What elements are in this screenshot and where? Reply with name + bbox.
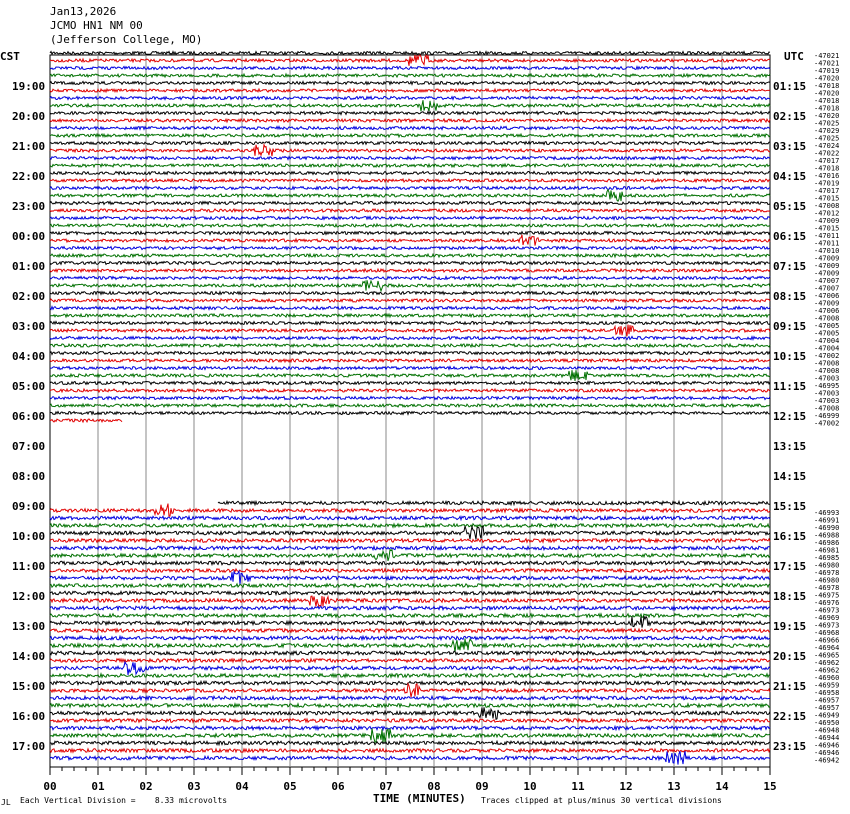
trace-value-label: -46981 bbox=[814, 546, 840, 555]
trace-value-label: -47004 bbox=[814, 344, 840, 353]
x-tick-label: 09 bbox=[475, 780, 489, 793]
trace-line bbox=[50, 639, 770, 653]
trace-value-label: -47017 bbox=[814, 157, 840, 165]
trace-value-label: -46950 bbox=[814, 719, 840, 727]
utc-hour-label: 02:15 bbox=[773, 110, 807, 123]
trace-line bbox=[50, 751, 770, 764]
trace-value-label: -47010 bbox=[814, 247, 840, 255]
x-tick-label: 06 bbox=[331, 780, 345, 793]
cst-hour-label: 06:00 bbox=[12, 410, 46, 423]
trace-value-label: -46964 bbox=[814, 644, 840, 652]
trace-value-label: -46980 bbox=[814, 576, 840, 585]
trace-line bbox=[50, 307, 770, 310]
trace-line bbox=[50, 314, 770, 317]
clip-note: Traces clipped at plus/minus 30 vertical divisions bbox=[481, 796, 722, 805]
trace-value-label: -47011 bbox=[814, 239, 840, 248]
trace-value-label: -46944 bbox=[814, 734, 840, 742]
trace-line bbox=[50, 299, 770, 302]
x-tick-label: 07 bbox=[379, 780, 393, 793]
trace-value-label: -47007 bbox=[814, 277, 840, 285]
trace-line bbox=[50, 292, 770, 295]
utc-hour-label: 22:15 bbox=[773, 710, 807, 723]
trace-line bbox=[50, 539, 770, 542]
x-axis-title: TIME (MINUTES) bbox=[373, 792, 466, 805]
trace-line bbox=[50, 142, 770, 145]
trace-line bbox=[50, 584, 770, 587]
trace-value-label: -47015 bbox=[814, 194, 840, 203]
trace-line bbox=[50, 561, 770, 564]
trace-value-label: -46980 bbox=[814, 561, 840, 570]
cst-hour-label: 22:00 bbox=[12, 170, 46, 183]
x-tick-label: 14 bbox=[715, 780, 729, 793]
header-location: (Jefferson College, MO) bbox=[50, 33, 203, 46]
trace-line bbox=[50, 190, 770, 202]
utc-hour-label: 10:15 bbox=[773, 350, 807, 363]
trace-line bbox=[50, 719, 770, 722]
trace-line bbox=[50, 526, 770, 539]
trace-line bbox=[50, 684, 770, 698]
trace-value-label: -46966 bbox=[814, 636, 840, 645]
trace-value-label: -47004 bbox=[814, 337, 840, 345]
trace-line bbox=[50, 404, 770, 407]
trace-value-label: -47008 bbox=[814, 314, 840, 323]
trace-value-label: -47020 bbox=[814, 112, 840, 120]
trace-line bbox=[50, 516, 770, 519]
trace-line bbox=[50, 254, 770, 257]
cst-hour-label: 01:00 bbox=[12, 260, 46, 273]
trace-line bbox=[50, 179, 770, 182]
utc-hour-label: 07:15 bbox=[773, 260, 807, 273]
trace-value-label: -46988 bbox=[814, 531, 840, 540]
trace-value-label: -47016 bbox=[814, 172, 840, 180]
trace-value-label: -47017 bbox=[814, 187, 840, 195]
trace-line bbox=[50, 412, 770, 415]
trace-line bbox=[50, 224, 770, 227]
trace-line bbox=[50, 145, 770, 156]
trace-line bbox=[50, 707, 770, 719]
cst-hour-label: 14:00 bbox=[12, 650, 46, 663]
trace-value-label: -47015 bbox=[814, 224, 840, 233]
trace-value-label: -47009 bbox=[814, 269, 840, 278]
trace-value-label: -47009 bbox=[814, 217, 840, 225]
cst-hour-label: 05:00 bbox=[12, 380, 46, 393]
utc-hour-label: 01:15 bbox=[773, 80, 807, 93]
trace-line bbox=[50, 629, 770, 632]
utc-hour-label: 13:15 bbox=[773, 440, 807, 453]
trace-value-label: -47003 bbox=[814, 389, 840, 398]
trace-line bbox=[50, 157, 770, 160]
trace-line bbox=[50, 729, 770, 743]
trace-line bbox=[50, 726, 770, 729]
trace-line bbox=[50, 419, 122, 422]
utc-hour-label: 03:15 bbox=[773, 140, 807, 153]
trace-value-label: -46976 bbox=[814, 599, 840, 607]
trace-line bbox=[50, 674, 770, 677]
header-date: Jan13,2026 bbox=[50, 5, 117, 18]
trace-line bbox=[50, 524, 770, 527]
x-tick-label: 10 bbox=[523, 780, 537, 793]
utc-hour-label: 04:15 bbox=[773, 170, 807, 183]
trace-value-label: -47018 bbox=[814, 82, 840, 90]
trace-value-label: -47006 bbox=[814, 292, 840, 300]
utc-hour-label: 16:15 bbox=[773, 530, 807, 543]
trace-line bbox=[50, 704, 770, 707]
trace-value-label: -47005 bbox=[814, 322, 840, 330]
trace-value-label: -46986 bbox=[814, 539, 840, 547]
trace-value-labels bbox=[814, 52, 839, 765]
x-tick-label: 05 bbox=[283, 780, 297, 793]
trace-line bbox=[50, 344, 770, 347]
header-station: JCMO HN1 NM 00 bbox=[50, 19, 143, 32]
utc-hour-label: 08:15 bbox=[773, 290, 807, 303]
trace-line bbox=[50, 89, 770, 92]
trace-line bbox=[50, 119, 770, 122]
seismic-traces bbox=[50, 52, 770, 765]
trace-value-label: -47008 bbox=[814, 367, 840, 375]
cst-hour-label: 09:00 bbox=[12, 500, 46, 513]
trace-value-label: -47029 bbox=[814, 127, 840, 135]
cst-hour-label: 08:00 bbox=[12, 470, 46, 483]
x-tick-label: 01 bbox=[91, 780, 105, 793]
trace-line bbox=[50, 235, 770, 246]
trace-line bbox=[50, 397, 770, 400]
trace-value-label: -47024 bbox=[814, 142, 840, 150]
trace-value-label: -46946 bbox=[814, 749, 840, 757]
trace-value-label: -47009 bbox=[814, 299, 840, 308]
cst-hour-label: 00:00 bbox=[12, 230, 46, 243]
trace-line bbox=[50, 262, 770, 265]
trace-line bbox=[50, 370, 770, 381]
trace-value-label: -47002 bbox=[814, 352, 840, 360]
cst-hour-labels bbox=[12, 80, 45, 753]
cst-hour-label: 11:00 bbox=[12, 560, 46, 573]
cst-hour-label: 15:00 bbox=[12, 680, 46, 693]
trace-value-label: -46978 bbox=[814, 584, 840, 592]
trace-value-label: -46960 bbox=[814, 674, 840, 682]
cst-hour-label: 04:00 bbox=[12, 350, 46, 363]
utc-hour-label: 19:15 bbox=[773, 620, 807, 633]
trace-value-label: -46985 bbox=[814, 554, 840, 562]
trace-line bbox=[50, 269, 770, 272]
trace-value-label: -46949 bbox=[814, 711, 840, 720]
trace-value-label: -47018 bbox=[814, 104, 840, 113]
trace-line bbox=[50, 359, 770, 362]
trace-line bbox=[50, 164, 770, 167]
trace-line bbox=[50, 97, 770, 100]
trace-value-label: -47020 bbox=[814, 89, 840, 98]
trace-value-label: -47009 bbox=[814, 262, 840, 270]
trace-line bbox=[50, 550, 770, 561]
trace-line bbox=[50, 352, 770, 355]
trace-line bbox=[50, 741, 770, 744]
trace-value-label: -47002 bbox=[814, 419, 840, 428]
cst-hour-label: 19:00 bbox=[12, 80, 46, 93]
trace-line bbox=[50, 546, 770, 549]
trace-value-label: -47021 bbox=[814, 52, 840, 60]
x-tick-label: 00 bbox=[43, 780, 57, 793]
trace-value-label: -46957 bbox=[814, 704, 840, 712]
cst-hour-label: 12:00 bbox=[12, 590, 46, 603]
x-tick-label: 13 bbox=[667, 780, 681, 793]
trace-value-label: -47008 bbox=[814, 202, 840, 210]
trace-line bbox=[50, 82, 770, 85]
trace-value-label: -46973 bbox=[814, 606, 840, 615]
trace-line bbox=[50, 100, 770, 111]
trace-value-label: -46995 bbox=[814, 382, 840, 390]
trace-value-label: -46962 bbox=[814, 666, 840, 675]
cst-hour-label: 03:00 bbox=[12, 320, 46, 333]
trace-line bbox=[50, 749, 770, 752]
trace-line bbox=[50, 67, 770, 70]
x-tick-label: 15 bbox=[763, 780, 777, 793]
utc-hour-label: 06:15 bbox=[773, 230, 807, 243]
time-axis bbox=[43, 767, 776, 793]
x-tick-label: 08 bbox=[427, 780, 441, 793]
utc-hour-label: 05:15 bbox=[773, 200, 807, 213]
trace-value-label: -46969 bbox=[814, 614, 840, 622]
x-tick-label: 12 bbox=[619, 780, 633, 793]
x-tick-label: 02 bbox=[139, 780, 153, 793]
cst-axis-label: CST bbox=[0, 50, 20, 63]
trace-line bbox=[50, 651, 770, 654]
trace-line bbox=[50, 662, 770, 675]
trace-line bbox=[50, 209, 770, 212]
trace-value-label: -46973 bbox=[814, 621, 840, 630]
cst-hour-label: 02:00 bbox=[12, 290, 46, 303]
trace-value-label: -46991 bbox=[814, 516, 840, 525]
trace-value-label: -47019 bbox=[814, 179, 840, 188]
trace-value-label: -47019 bbox=[814, 67, 840, 75]
trace-value-label: -47003 bbox=[814, 374, 840, 383]
trace-line bbox=[50, 134, 770, 137]
trace-value-label: -47011 bbox=[814, 232, 840, 240]
cst-hour-label: 21:00 bbox=[12, 140, 46, 153]
trace-line bbox=[50, 337, 770, 340]
trace-value-label: -46999 bbox=[814, 412, 840, 420]
trace-value-label: -46962 bbox=[814, 659, 840, 667]
x-tick-label: 11 bbox=[571, 780, 585, 793]
trace-value-label: -47020 bbox=[814, 74, 840, 83]
trace-line bbox=[50, 367, 770, 370]
trace-line bbox=[50, 389, 770, 392]
trace-line bbox=[50, 571, 770, 585]
utc-hour-label: 23:15 bbox=[773, 740, 807, 753]
x-tick-label: 04 bbox=[235, 780, 249, 793]
trace-line bbox=[50, 277, 770, 280]
trace-value-label: -46948 bbox=[814, 726, 840, 735]
trace-line bbox=[50, 596, 770, 606]
utc-hour-label: 11:15 bbox=[773, 380, 807, 393]
trace-value-label: -46946 bbox=[814, 741, 840, 750]
trace-value-label: -46959 bbox=[814, 681, 840, 690]
trace-value-label: -46957 bbox=[814, 696, 840, 705]
trace-line bbox=[218, 501, 770, 504]
cst-hour-label: 20:00 bbox=[12, 110, 46, 123]
trace-value-label: -46990 bbox=[814, 524, 840, 532]
trace-value-label: -47025 bbox=[814, 134, 840, 143]
utc-axis-label: UTC bbox=[784, 50, 804, 63]
trace-value-label: -47006 bbox=[814, 307, 840, 315]
trace-value-label: -47022 bbox=[814, 149, 840, 158]
trace-value-label: -46958 bbox=[814, 689, 840, 697]
utc-hour-label: 18:15 bbox=[773, 590, 807, 603]
trace-value-label: -47021 bbox=[814, 59, 840, 68]
scale-note: Each Vertical Division = 8.33 microvolts bbox=[20, 796, 228, 805]
trace-value-label: -47005 bbox=[814, 329, 840, 338]
cst-hour-label: 17:00 bbox=[12, 740, 46, 753]
trace-value-label: -46965 bbox=[814, 651, 840, 660]
utc-hour-label: 14:15 bbox=[773, 470, 807, 483]
trace-value-label: -46968 bbox=[814, 629, 840, 637]
trace-line bbox=[50, 232, 770, 235]
trace-line bbox=[50, 696, 770, 699]
trace-value-label: -47008 bbox=[814, 404, 840, 413]
x-tick-label: 03 bbox=[187, 780, 201, 793]
trace-value-label: -46978 bbox=[814, 569, 840, 577]
trace-line bbox=[50, 591, 770, 594]
trace-line bbox=[50, 616, 770, 628]
trace-line bbox=[50, 606, 770, 609]
trace-value-label: -46993 bbox=[814, 509, 840, 517]
trace-line bbox=[50, 681, 770, 684]
trace-line bbox=[50, 127, 770, 130]
trace-line bbox=[50, 382, 770, 385]
trace-line bbox=[50, 247, 770, 250]
cst-hour-label: 23:00 bbox=[12, 200, 46, 213]
trace-line bbox=[50, 636, 770, 639]
utc-hour-label: 09:15 bbox=[773, 320, 807, 333]
utc-hour-label: 17:15 bbox=[773, 560, 807, 573]
utc-hour-label: 15:15 bbox=[773, 500, 807, 513]
trace-line bbox=[50, 55, 770, 66]
trace-line bbox=[50, 74, 770, 77]
trace-value-label: -47018 bbox=[814, 97, 840, 105]
trace-line bbox=[50, 172, 770, 175]
trace-value-label: -47008 bbox=[814, 359, 840, 368]
trace-line bbox=[50, 52, 770, 55]
trace-line bbox=[50, 325, 770, 337]
trace-line bbox=[50, 217, 770, 220]
trace-line bbox=[50, 659, 770, 662]
cst-hour-label: 16:00 bbox=[12, 710, 46, 723]
cst-hour-label: 13:00 bbox=[12, 620, 46, 633]
utc-hour-label: 12:15 bbox=[773, 410, 807, 423]
trace-line bbox=[50, 187, 770, 190]
cst-hour-label: 07:00 bbox=[12, 440, 46, 453]
trace-line bbox=[50, 202, 770, 205]
trace-line bbox=[50, 569, 770, 572]
trace-line bbox=[50, 280, 770, 291]
trace-value-label: -47018 bbox=[814, 164, 840, 173]
utc-hour-labels bbox=[773, 80, 806, 753]
utc-hour-label: 21:15 bbox=[773, 680, 807, 693]
trace-value-label: -47003 bbox=[814, 397, 840, 405]
trace-line bbox=[50, 322, 770, 325]
trace-value-label: -46975 bbox=[814, 591, 840, 600]
trace-value-label: -47012 bbox=[814, 209, 840, 218]
utc-hour-label: 20:15 bbox=[773, 650, 807, 663]
trace-line bbox=[50, 112, 770, 115]
cst-hour-label: 10:00 bbox=[12, 530, 46, 543]
trace-line bbox=[50, 614, 770, 617]
trace-value-label: -46942 bbox=[814, 756, 840, 765]
footer-mark: JL bbox=[1, 798, 11, 807]
trace-value-label: -47025 bbox=[814, 119, 840, 128]
trace-value-label: -47009 bbox=[814, 254, 840, 263]
trace-value-label: -47007 bbox=[814, 284, 840, 293]
